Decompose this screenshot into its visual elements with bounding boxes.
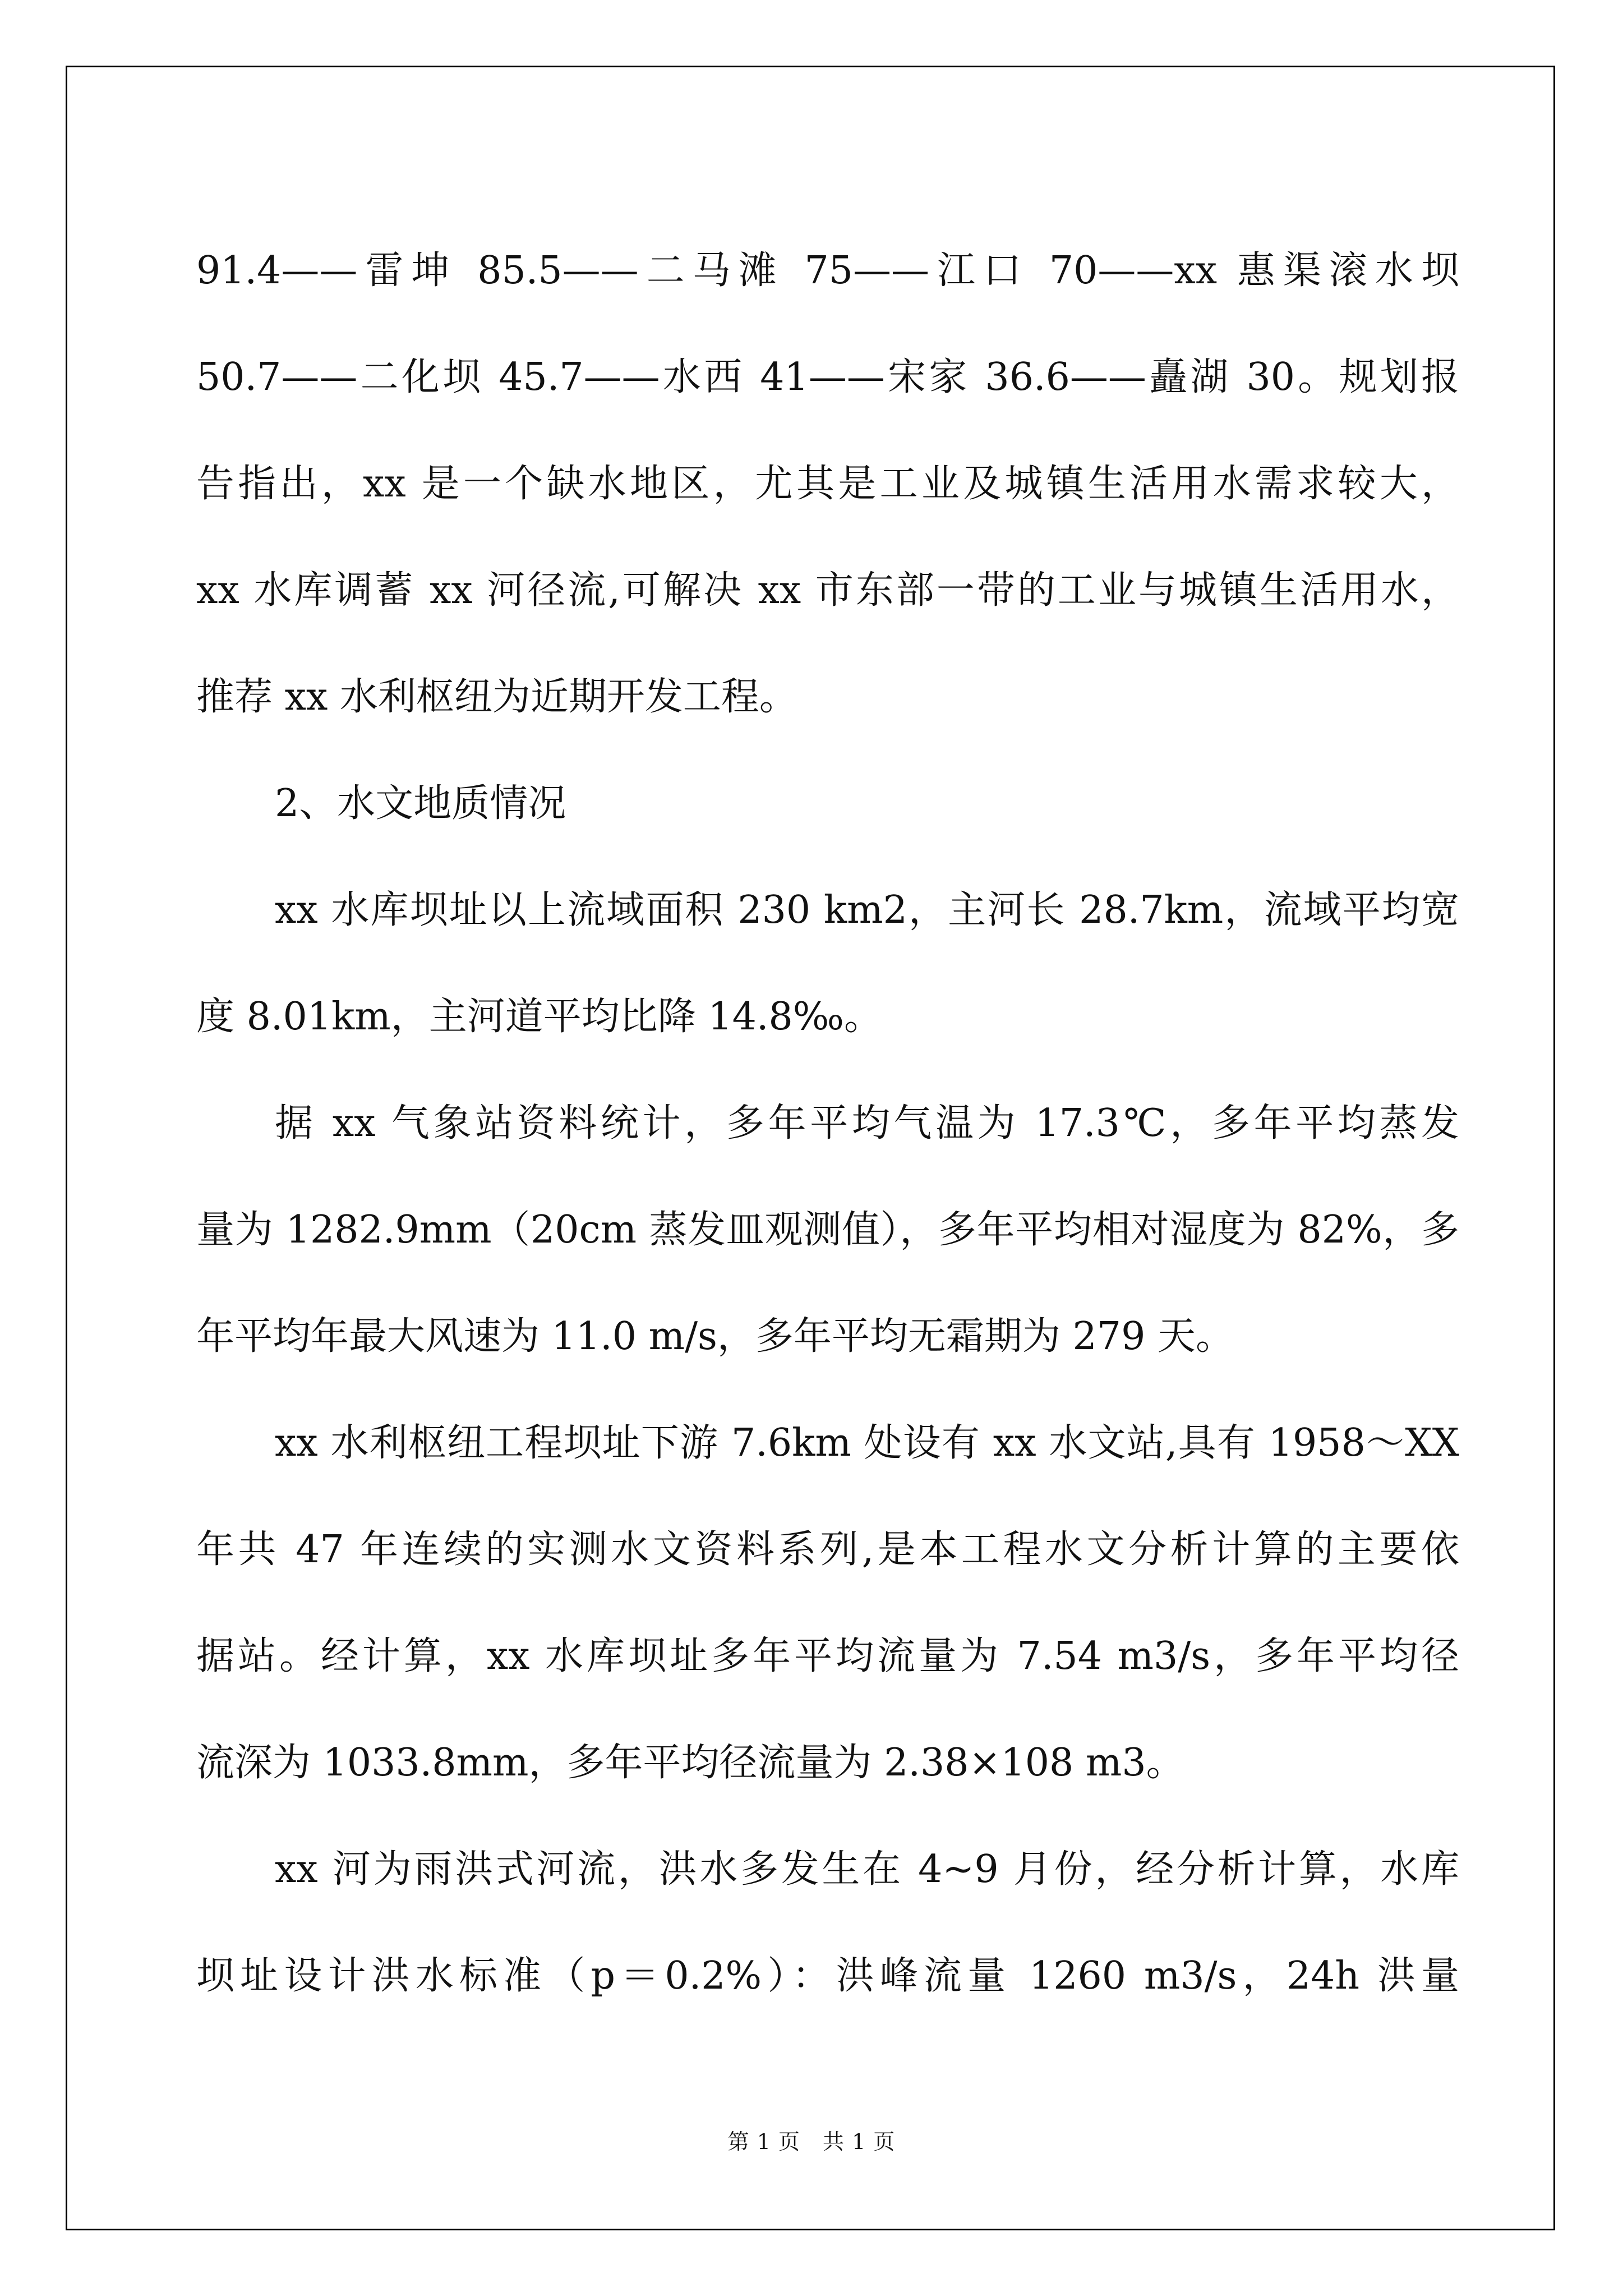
text-line: 50.7——二化坝 45.7——水西 41——宋家 36.6——矗湖 30。规划报	[196, 355, 1459, 399]
text-line: 量为 1282.9mm（20cm 蒸发皿观测值），多年平均相对湿度为 82%，多	[196, 1208, 1459, 1252]
page-total: 共 1 页	[823, 2129, 896, 2154]
document-body	[196, 218, 1459, 2030]
page-number: 第 1 页	[727, 2129, 800, 2154]
text-line: 据 xx 气象站资料统计，多年平均气温为 17.3℃，多年平均蒸发	[275, 1101, 1459, 1145]
section-heading: 2、水文地质情况	[275, 781, 566, 826]
text-line: 坝址设计洪水标准（p＝0.2%）：洪峰流量 1260 m3/s，24h 洪量	[196, 1954, 1459, 1998]
text-line: 91.4——雷坤 85.5——二马滩 75——江口 70——xx 惠渠滚水坝	[196, 249, 1459, 293]
text-line: 告指出，xx 是一个缺水地区，尤其是工业及城镇生活用水需求较大，	[196, 462, 1459, 506]
text-line: 度 8.01km，主河道平均比降 14.8‰。	[196, 995, 882, 1039]
text-line: xx 水库坝址以上流域面积 230 km2，主河长 28.7km，流域平均宽	[275, 888, 1459, 932]
text-line: xx 水库调蓄 xx 河径流,可解决 xx 市东部一带的工业与城镇生活用水，	[196, 568, 1459, 613]
text-line: 年共 47 年连续的实测水文资料系列,是本工程水文分析计算的主要依	[196, 1527, 1459, 1572]
text-line: 年平均年最大风速为 11.0 m/s，多年平均无霜期为 279 天。	[196, 1314, 1234, 1359]
text-line: xx 水利枢纽工程坝址下游 7.6km 处设有 xx 水文站,具有 1958～XX	[275, 1421, 1459, 1465]
text-line: 流深为 1033.8mm，多年平均径流量为 2.38×108 m3。	[196, 1741, 1184, 1785]
text-line: 据站。经计算，xx 水库坝址多年平均流量为 7.54 m3/s，多年平均径	[196, 1634, 1459, 1678]
text-line: xx 河为雨洪式河流，洪水多发生在 4~9 月份，经分析计算，水库	[275, 1847, 1459, 1892]
text-line: 推荐 xx 水利枢纽为近期开发工程。	[196, 675, 797, 719]
page-footer	[0, 2124, 1623, 2155]
